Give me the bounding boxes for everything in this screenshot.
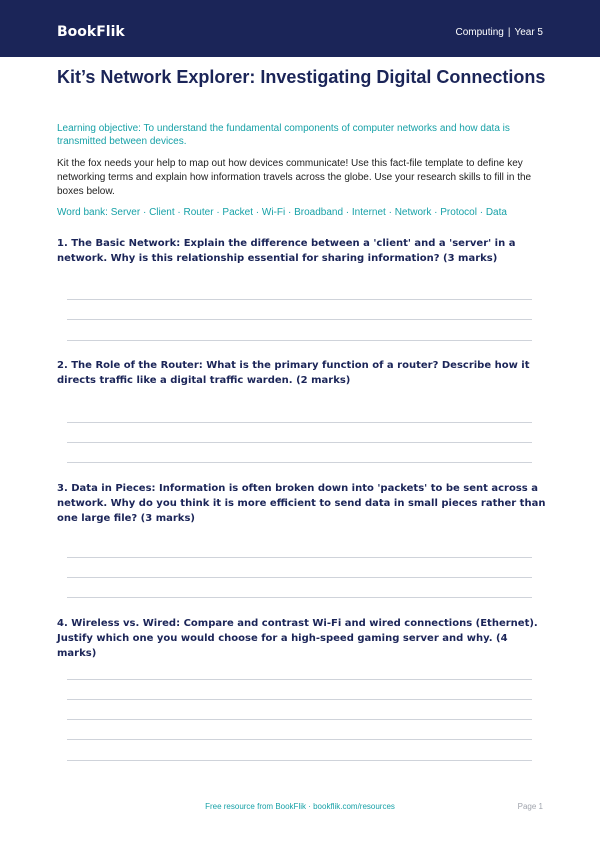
answer-line[interactable]: [67, 319, 532, 320]
answer-line[interactable]: [67, 340, 532, 341]
answer-line[interactable]: [67, 462, 532, 463]
subject-label: Computing: [455, 27, 504, 38]
page-number: Page 1: [517, 802, 543, 811]
answer-line[interactable]: [67, 760, 532, 761]
question-2: 2. The Role of the Router: What is the primary function of a router? Describe how it directs traffic like a digital traffic warden. (2 marks): [57, 360, 530, 386]
word-bank: Word bank: Server · Client · Router · Packet · Wi-Fi · Broadband · Internet · Network · Protocol · Data: [57, 207, 507, 218]
subject-year-label: [455, 26, 543, 40]
page-header: [0, 0, 600, 57]
answer-line[interactable]: [67, 739, 532, 740]
year-label: Year 5: [514, 27, 543, 38]
answer-line[interactable]: [67, 577, 532, 578]
answer-line[interactable]: [67, 422, 532, 423]
answer-line[interactable]: [67, 699, 532, 700]
answer-line[interactable]: [67, 597, 532, 598]
worksheet-title: Kit’s Network Explorer: Investigating Digital Connections: [57, 67, 546, 87]
question-1: 1. The Basic Network: Explain the difference between a 'client' and a 'server' in a network. Why is this relationship essential for sharing information? (3 marks): [57, 238, 516, 264]
intro-paragraph: Kit the fox needs your help to map out how devices communicate! Use this fact-file template to define key networking terms and explain how information travels across the globe. Use your research skills to fill in the boxes below.: [57, 158, 532, 197]
question-3: 3. Data in Pieces: Information is often broken down into 'packets' to be sent across a network. Why do you think it is more efficient to send data in small pieces rather than one large file? (3 marks): [57, 483, 546, 524]
answer-line[interactable]: [67, 719, 532, 720]
learning-objective: Learning objective: To understand the fundamental components of computer networks and how data is transmitted between devices.: [57, 123, 510, 147]
answer-line[interactable]: [67, 679, 532, 680]
answer-line[interactable]: [67, 299, 532, 300]
question-4: 4. Wireless vs. Wired: Compare and contrast Wi-Fi and wired connections (Ethernet). Justify which one you would choose for a high-speed gaming server and why. (4 marks): [57, 618, 538, 659]
footer-credit: Free resource from BookFlik · bookflik.com/resources: [205, 802, 395, 811]
answer-line[interactable]: [67, 557, 532, 558]
meta-separator: |: [507, 27, 511, 38]
answer-line[interactable]: [67, 442, 532, 443]
brand-logo-text: BookFlik: [57, 24, 125, 40]
